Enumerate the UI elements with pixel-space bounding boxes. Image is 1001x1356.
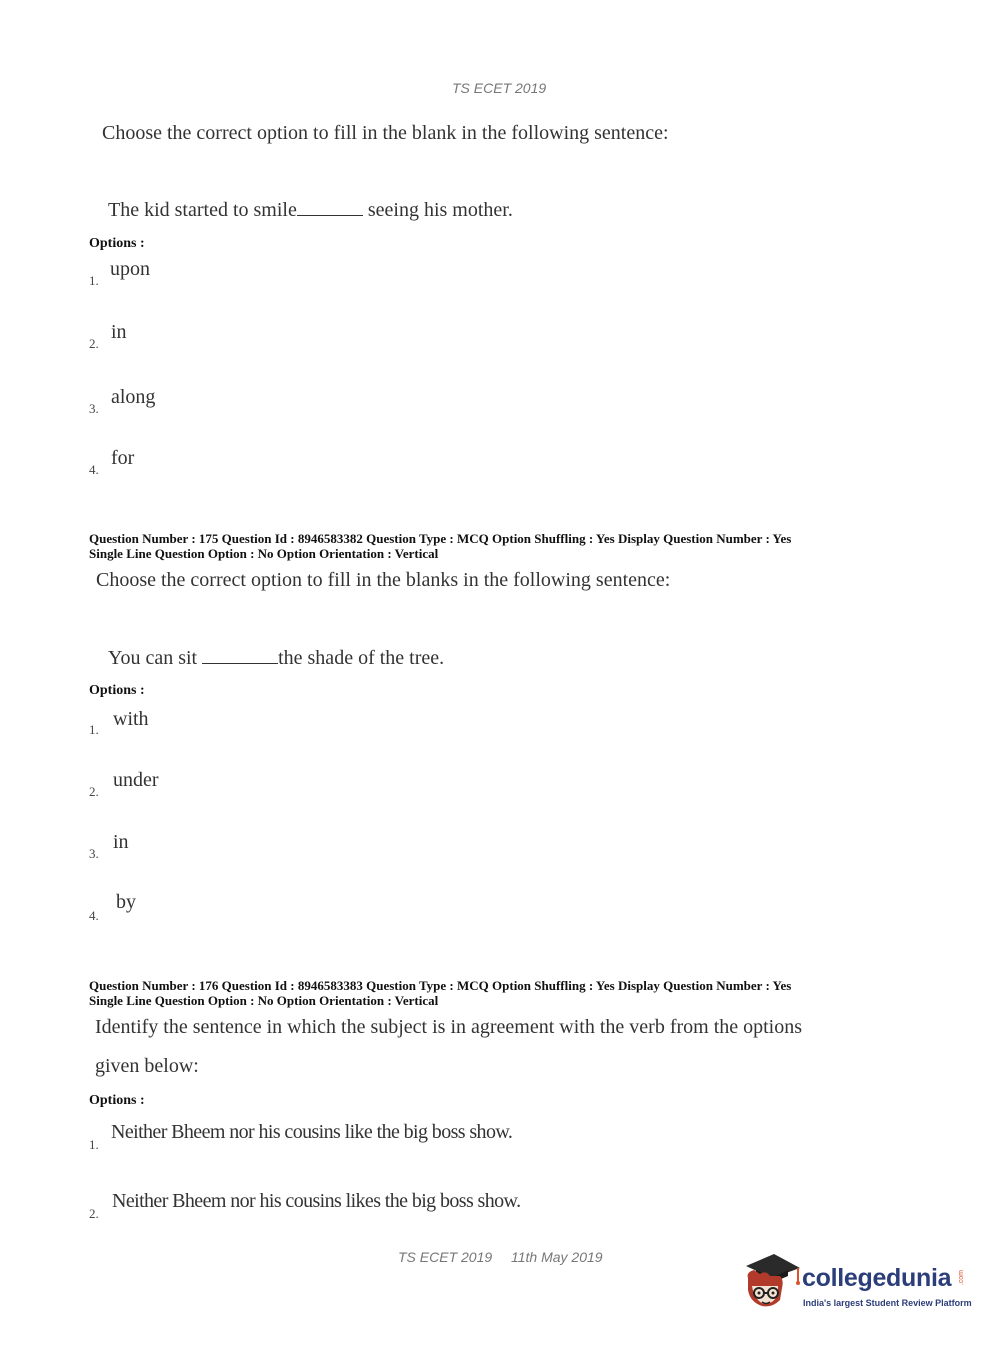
q175-options-label: Options : <box>89 683 145 698</box>
q176-options-label: Options : <box>89 1093 145 1108</box>
collegedunia-logo <box>740 1248 970 1318</box>
q176-meta-line2: Single Line Question Option : No Option Orientation : Vertical <box>89 993 439 1008</box>
page-header-title: TS ECET 2019 <box>452 80 547 96</box>
q176-instruction-line2: given below: <box>95 1055 199 1077</box>
q175-option-4-text: by <box>116 891 136 913</box>
q175-meta-line1: Question Number : 175 Question Id : 8946583382 Question Type : MCQ Option Shuffling : Yes Display Question Number : Yes <box>89 531 792 546</box>
q174-option-2-num: 2. <box>89 336 99 351</box>
q175-meta-line2: Single Line Question Option : No Option Orientation : Vertical <box>89 546 439 561</box>
q174-blank <box>297 199 363 216</box>
q176-option-2-text: Neither Bheem nor his cousins likes the big boss show. <box>112 1190 521 1212</box>
footer-date: 11th May 2019 <box>511 1249 603 1265</box>
q174-sentence-before: The kid started to smile <box>108 199 297 221</box>
q174-sentence-after: seeing his mother. <box>362 199 513 221</box>
q175-sentence-before: You can sit <box>108 647 203 669</box>
q175-instruction: Choose the correct option to fill in the blanks in the following sentence: <box>96 569 671 591</box>
q175-option-2-num: 2. <box>89 784 99 799</box>
q175-blank <box>202 647 278 664</box>
q174-instruction: Choose the correct option to fill in the blank in the following sentence: <box>102 122 669 144</box>
footer-exam: TS ECET 2019 <box>398 1249 493 1265</box>
q175-option-1-num: 1. <box>89 722 99 737</box>
q175-sentence-after: the shade of the tree. <box>278 647 445 669</box>
logo-com: .com <box>958 1270 965 1286</box>
q175-option-4-num: 4. <box>89 908 99 923</box>
q175-sentence <box>108 647 444 670</box>
q174-sentence <box>108 199 513 222</box>
logo-name: collegedunia <box>802 1264 952 1292</box>
student-mascot-icon <box>740 1248 802 1314</box>
q176-option-2-num: 2. <box>89 1206 99 1221</box>
q174-option-2-text: in <box>111 321 127 343</box>
logo-tagline: India's largest Student Review Platform <box>803 1298 972 1308</box>
q174-option-3-num: 3. <box>89 401 99 416</box>
q176-meta-line1: Question Number : 176 Question Id : 8946583383 Question Type : MCQ Option Shuffling : Yes Display Question Number : Yes <box>89 978 792 993</box>
q175-option-3-text: in <box>113 831 129 853</box>
q175-option-3-num: 3. <box>89 846 99 861</box>
q174-options-label: Options : <box>89 236 145 251</box>
q174-option-1-text: upon <box>110 258 150 280</box>
q174-option-4-text: for <box>111 447 135 469</box>
q174-option-1-num: 1. <box>89 273 99 288</box>
q176-instruction-line1: Identify the sentence in which the subject is in agreement with the verb from the options <box>95 1016 803 1038</box>
q175-option-2-text: under <box>113 769 159 791</box>
q175-option-1-text: with <box>113 708 149 730</box>
q176-option-1-num: 1. <box>89 1137 99 1152</box>
q174-option-4-num: 4. <box>89 462 99 477</box>
q174-option-3-text: along <box>111 386 156 408</box>
q176-option-1-text: Neither Bheem nor his cousins like the big boss show. <box>111 1121 513 1143</box>
